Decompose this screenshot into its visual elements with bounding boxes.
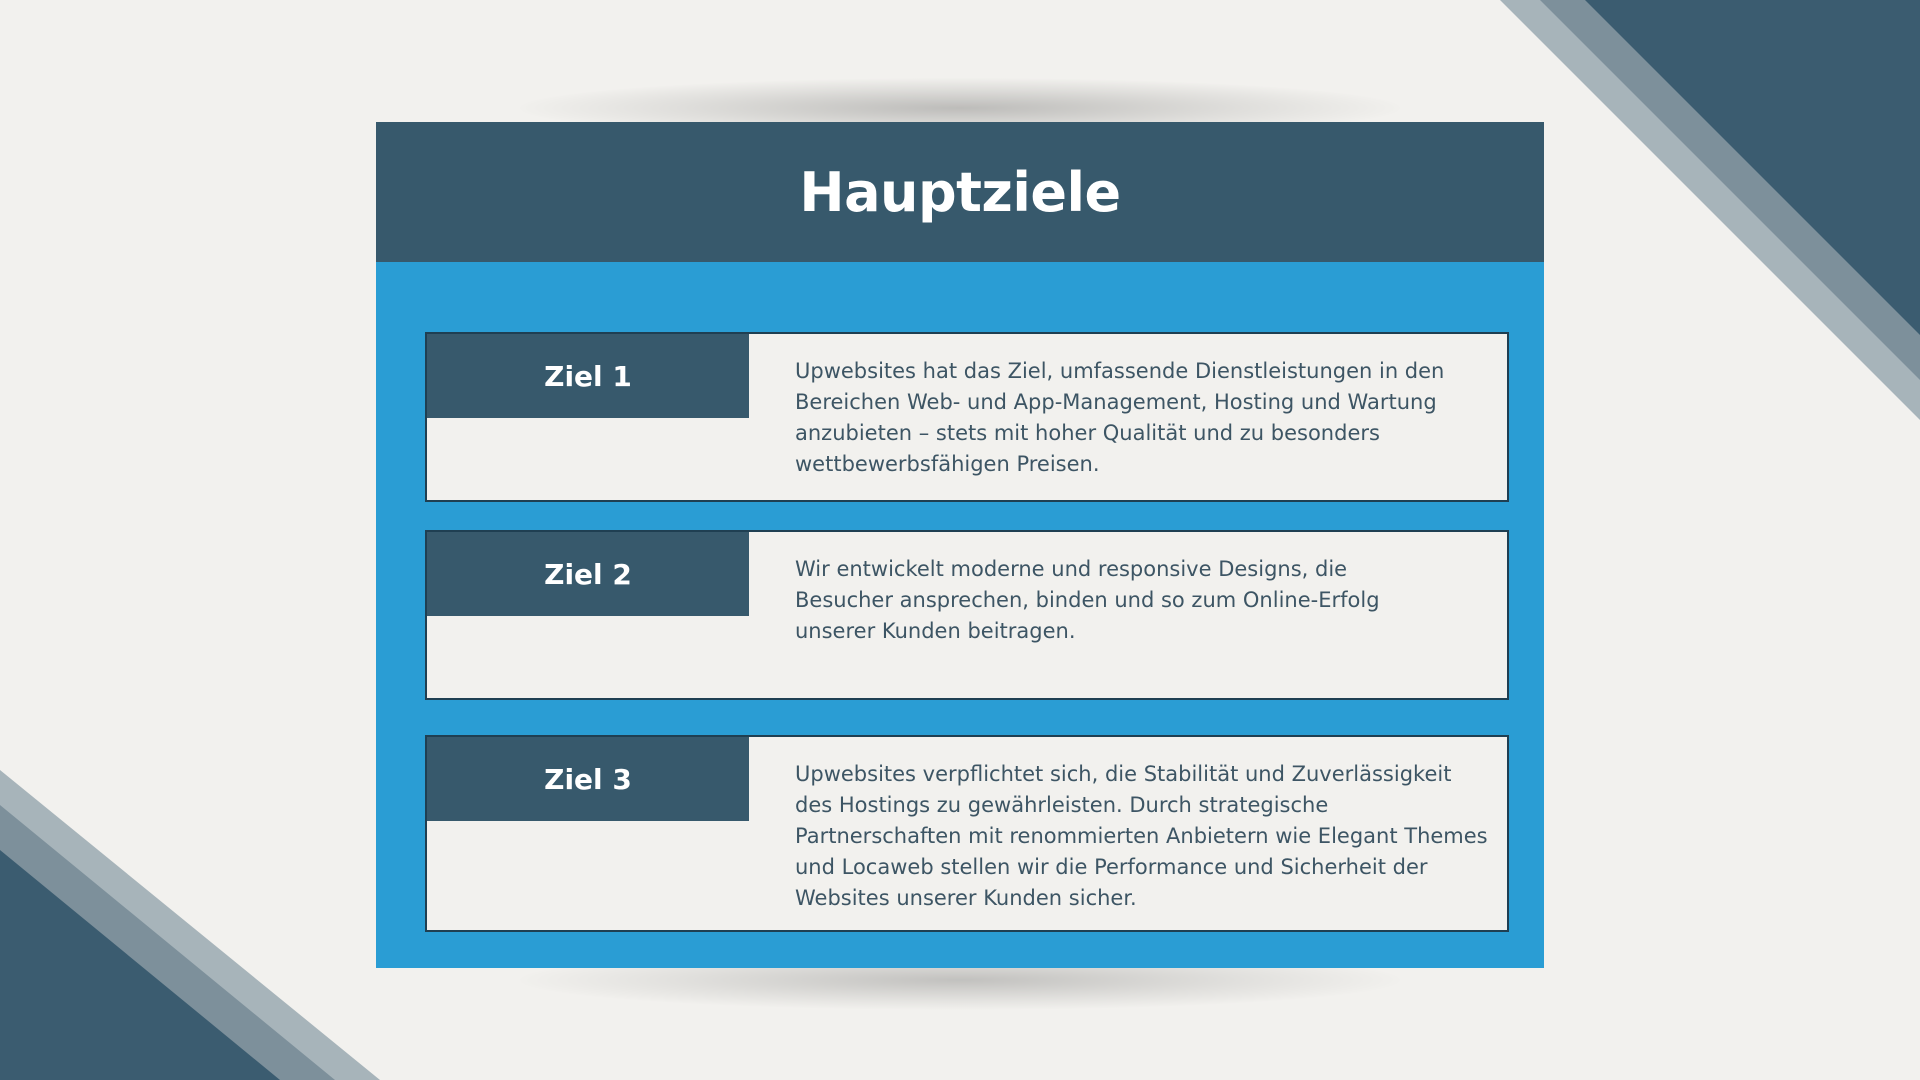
top-right-stripe-light — [1500, 0, 1920, 420]
top-right-triangle — [1585, 0, 1920, 335]
top-right-stripe-mid — [1540, 0, 1920, 380]
goal-label-3: Ziel 3 — [427, 737, 749, 821]
goal-label-2: Ziel 2 — [427, 532, 749, 616]
card-header — [376, 122, 1544, 262]
goal-box-1 — [425, 332, 1509, 502]
goal-box-2 — [425, 530, 1509, 700]
goal-text-1: Upwebsites hat das Ziel, umfassende Dienstleistungen in den Bereichen Web- und App-Management, Hosting und Wartung anzubieten – stets mit hoher Qualität und zu besonders wettbewerbsfähigen Preisen. — [795, 359, 1445, 476]
goal-box-3 — [425, 735, 1509, 932]
goal-text-3: Upwebsites verpflichtet sich, die Stabilität und Zuverlässigkeit des Hostings zu gewährleisten. Durch strategische Partnerschaften mit renommierten Anbietern wie Elegant Themes und Locaweb stellen wir die Performance und Sicherheit der Websites unserer Kunden sicher. — [795, 762, 1488, 910]
slide-title: Hauptziele — [799, 160, 1121, 224]
goal-label-1: Ziel 1 — [427, 334, 749, 418]
goal-text-2: Wir entwickelt moderne und responsive Designs, die Besucher ansprechen, binden und so zum Online-Erfolg unserer Kunden beitragen. — [795, 557, 1380, 643]
bottom-left-stripe-light — [0, 770, 380, 1080]
bottom-left-stripe-mid — [0, 805, 335, 1080]
bottom-left-triangle — [0, 850, 280, 1080]
goals-card — [376, 122, 1544, 968]
